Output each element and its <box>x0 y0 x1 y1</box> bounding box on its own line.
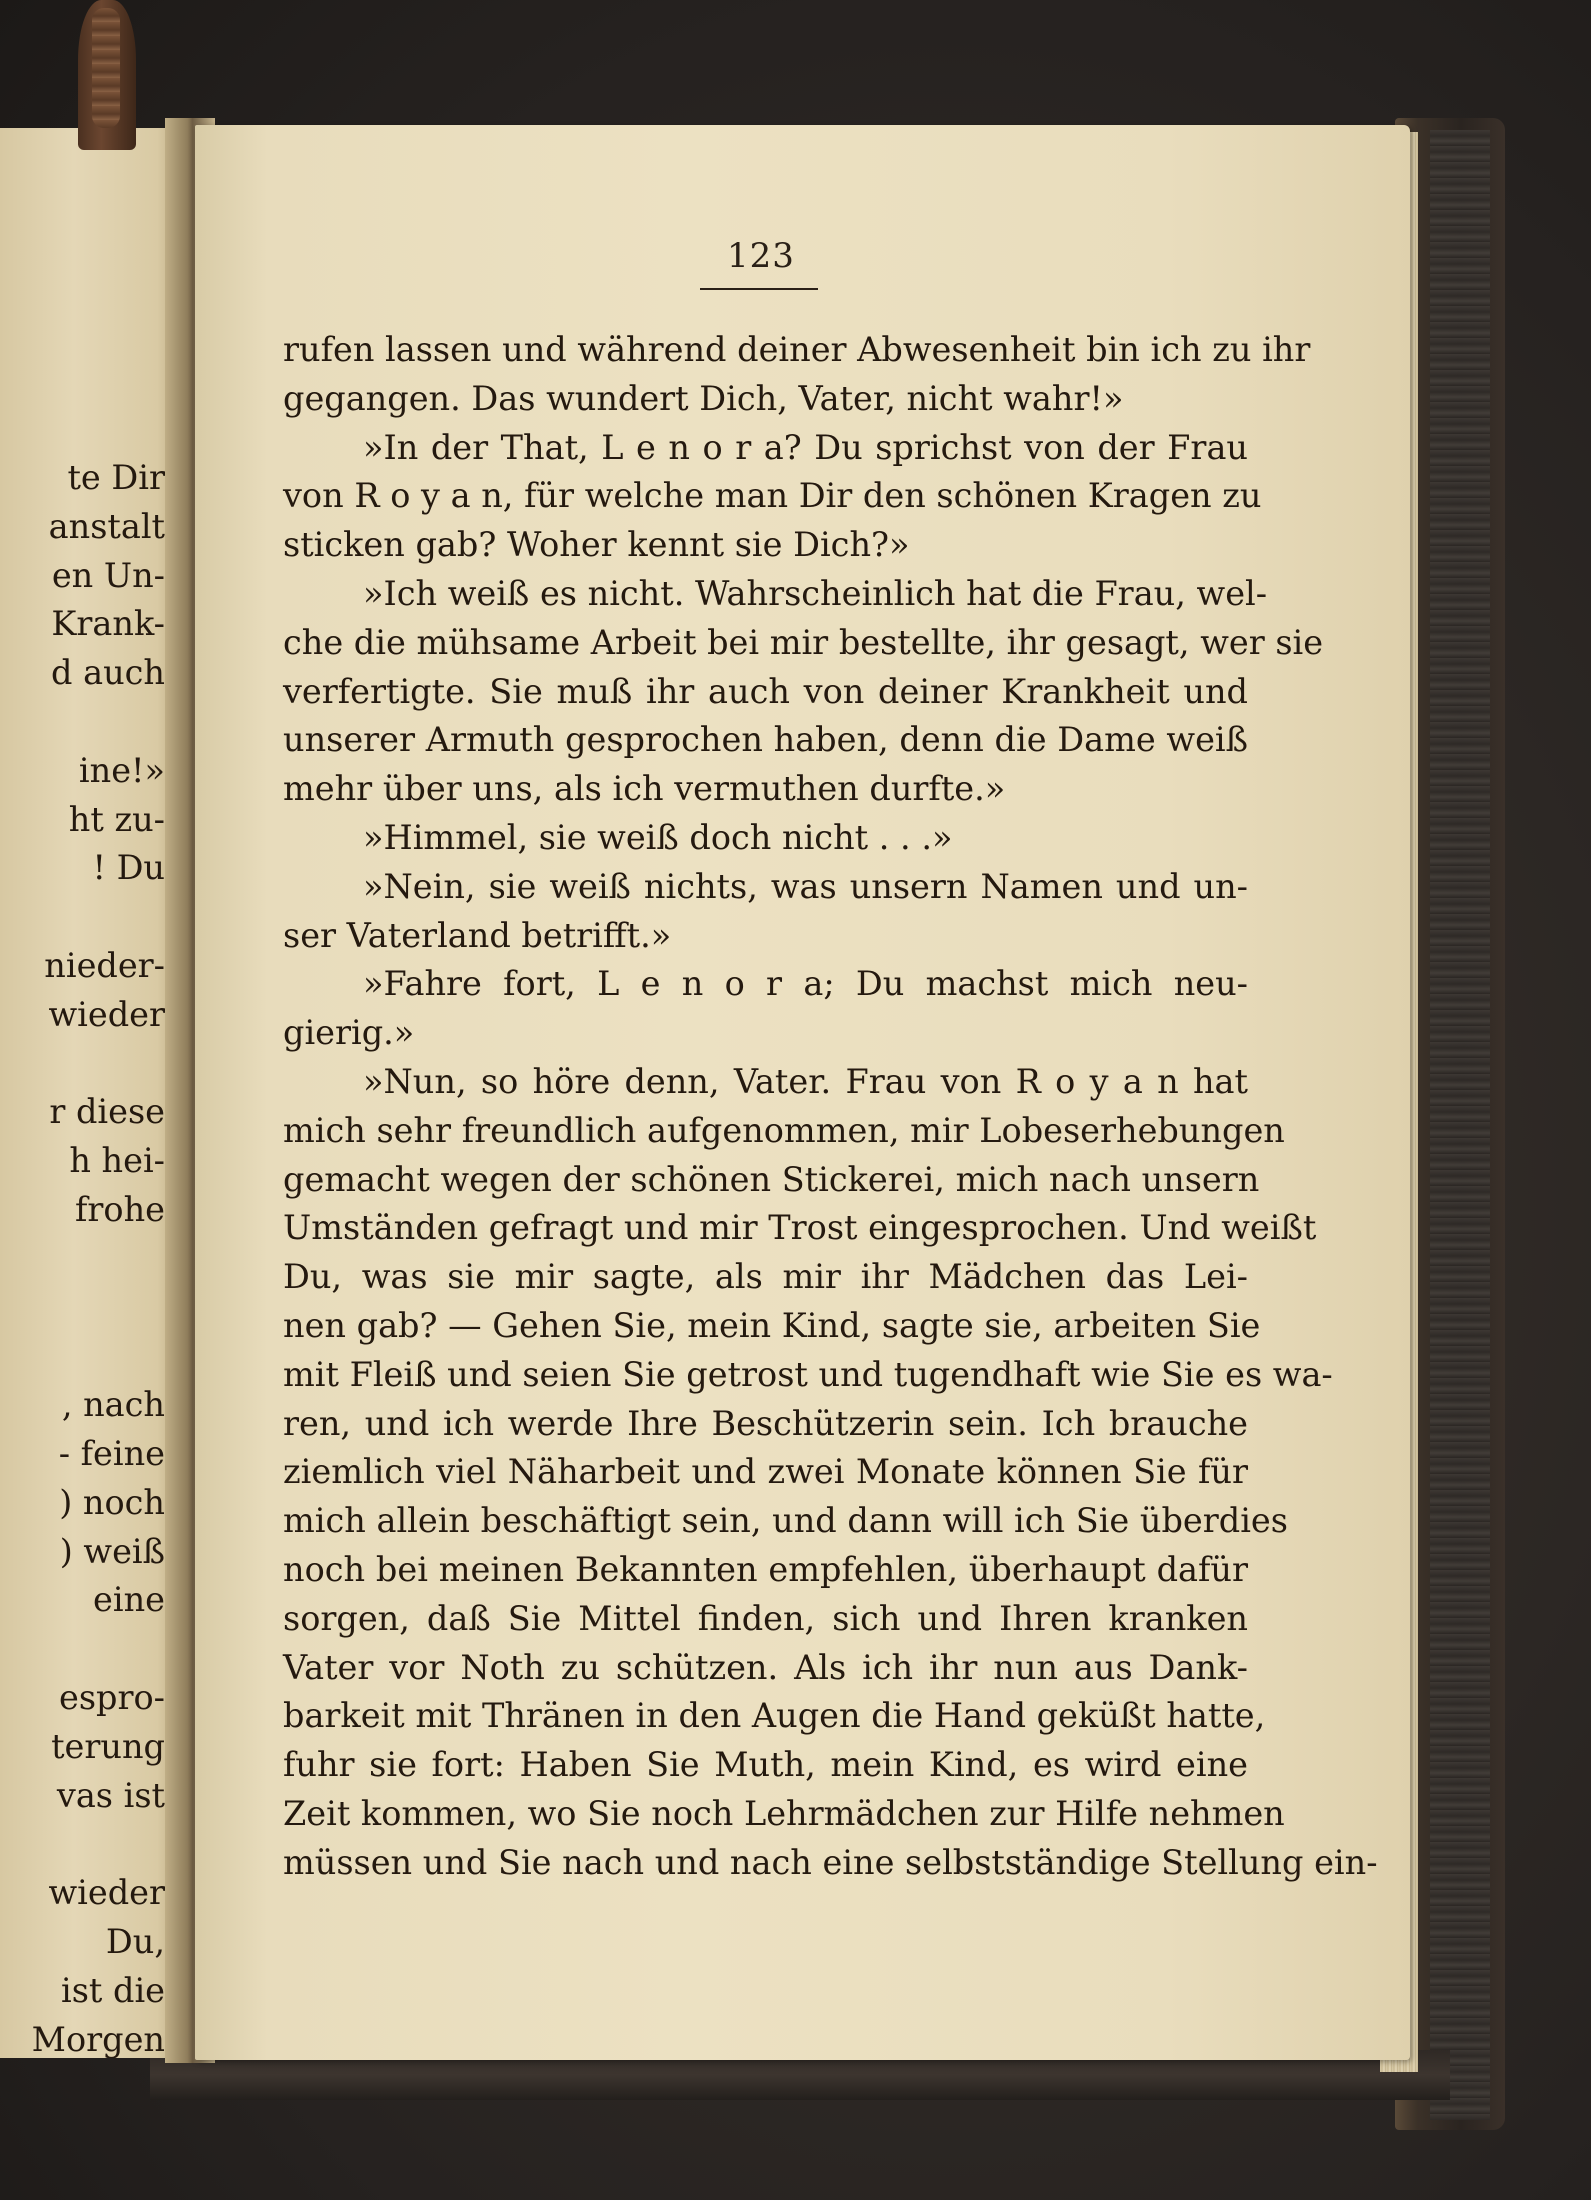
left-page <box>0 128 185 2058</box>
text-line: mich allein beschäftigt sein, und dann will ich Sie überdies <box>283 1501 1288 1541</box>
bookmark-ribbon-texture <box>92 8 120 128</box>
text-line: unserer Armuth gesprochen haben, denn die Dame weiß <box>283 720 1248 760</box>
left-page-line: Krank- <box>51 604 165 644</box>
left-page-line: ht zu- <box>68 799 165 839</box>
text-line: verfertigte. Sie muß ihr auch von deiner Krankheit und <box>283 671 1248 711</box>
left-page-text <box>0 454 165 2058</box>
left-page-line: ist die <box>60 1970 165 2010</box>
book-cover-texture <box>1430 130 1490 2120</box>
left-page-line: , nach <box>61 1385 165 1425</box>
left-page-line <box>0 1625 165 1674</box>
text-line: »Nein, sie weiß nichts, was unsern Namen und un- <box>363 866 1248 906</box>
left-page-line <box>0 1040 165 1089</box>
left-page-line: frohe <box>75 1189 165 1229</box>
text-line: gegangen. Das wundert Dich, Vater, nicht wahr!» <box>283 378 1124 418</box>
text-line: ser Vaterland betrifft.» <box>283 915 672 955</box>
left-page-line: nieder- <box>44 945 165 985</box>
text-line: mehr über uns, als ich vermuthen durfte.» <box>283 769 1006 809</box>
text-line: Zeit kommen, wo Sie noch Lehrmädchen zur Hilfe nehmen <box>283 1793 1285 1833</box>
page-number-rule <box>700 288 818 290</box>
text-line: Vater vor Noth zu schützen. Als ich ihr nun aus Dank- <box>283 1647 1248 1687</box>
left-page-line <box>0 893 165 942</box>
left-page-line: ) weiß <box>59 1531 165 1571</box>
left-page-line: ) noch <box>59 1482 165 1522</box>
text-line: barkeit mit Thränen in den Augen die Hand geküßt hatte, <box>283 1696 1266 1736</box>
text-line: che die mühsame Arbeit bei mir bestellte, ihr gesagt, wer sie <box>283 622 1324 662</box>
left-page-line: eine <box>93 1580 165 1620</box>
text-line: fuhr sie fort: Haben Sie Muth, mein Kind, es wird eine <box>283 1745 1248 1785</box>
text-line: gierig.» <box>283 1013 415 1053</box>
left-page-line: wieder <box>48 1873 165 1913</box>
text-line: Du, was sie mir sagte, als mir ihr Mädchen das Lei- <box>283 1257 1248 1297</box>
text-line: ziemlich viel Näharbeit und zwei Monate können Sie für <box>283 1452 1248 1492</box>
text-line: gemacht wegen der schönen Stickerei, mich nach unsern <box>283 1159 1260 1199</box>
left-page-line: d auch <box>51 653 165 693</box>
text-line: sorgen, daß Sie Mittel finden, sich und Ihren kranken <box>283 1598 1248 1638</box>
page-number: 123 <box>727 236 795 276</box>
left-page-line: terung <box>51 1726 165 1766</box>
text-line: mich sehr freundlich aufgenommen, mir Lobeserhebungen <box>283 1110 1285 1150</box>
page-body-text <box>283 326 1378 1888</box>
left-page-line: en Un- <box>51 555 165 595</box>
left-page-line <box>0 1235 165 1284</box>
text-line: »Ich weiß es nicht. Wahrscheinlich hat die Frau, wel- <box>363 573 1268 613</box>
text-line: »In der That, L e n o r a? Du sprichst von der Frau <box>363 427 1248 467</box>
left-page-line: - feine <box>58 1433 165 1473</box>
left-page-line: ! Du <box>92 848 165 888</box>
left-page-line: Morgen <box>31 2019 165 2058</box>
text-line: »Himmel, sie weiß doch nicht . . .» <box>363 817 953 857</box>
text-line: müssen und Sie nach und nach eine selbstständige Stellung ein- <box>283 1842 1378 1882</box>
text-line: »Nun, so höre denn, Vater. Frau von R o y a n hat <box>363 1061 1248 1101</box>
text-line: von R o y a n, für welche man Dir den schönen Kragen zu <box>283 476 1262 516</box>
text-line: noch bei meinen Bekannten empfehlen, überhaupt dafür <box>283 1549 1248 1589</box>
text-line: sticken gab? Woher kennt sie Dich?» <box>283 525 910 565</box>
left-page-line: vas ist <box>56 1775 165 1815</box>
left-page-line: anstalt <box>48 506 165 546</box>
left-page-line <box>0 1820 165 1869</box>
text-line: rufen lassen und während deiner Abwesenheit bin ich zu ihr <box>283 330 1311 369</box>
text-line: nen gab? — Gehen Sie, mein Kind, sagte sie, arbeiten Sie <box>283 1305 1261 1345</box>
left-page-line: r diese <box>49 1092 165 1132</box>
text-line: Umständen gefragt und mir Trost eingesprochen. Und weißt <box>283 1208 1317 1248</box>
left-page-line: espro- <box>59 1677 165 1717</box>
text-line: mit Fleiß und seien Sie getrost und tugendhaft wie Sie es wa- <box>283 1354 1333 1394</box>
left-page-line <box>0 1332 165 1381</box>
text-line: »Fahre fort, L e n o r a; Du machst mich neu- <box>363 964 1248 1004</box>
left-page-line: h hei- <box>69 1141 165 1181</box>
left-page-line: Du, <box>105 1921 165 1961</box>
left-page-line: te Dir <box>67 458 165 497</box>
left-page-line <box>0 1284 165 1333</box>
left-page-line <box>0 698 165 747</box>
left-page-line: ine!» <box>78 750 165 790</box>
left-page-line: wieder <box>48 994 165 1034</box>
text-line: ren, und ich werde Ihre Beschützerin sein. Ich brauche <box>283 1403 1248 1443</box>
